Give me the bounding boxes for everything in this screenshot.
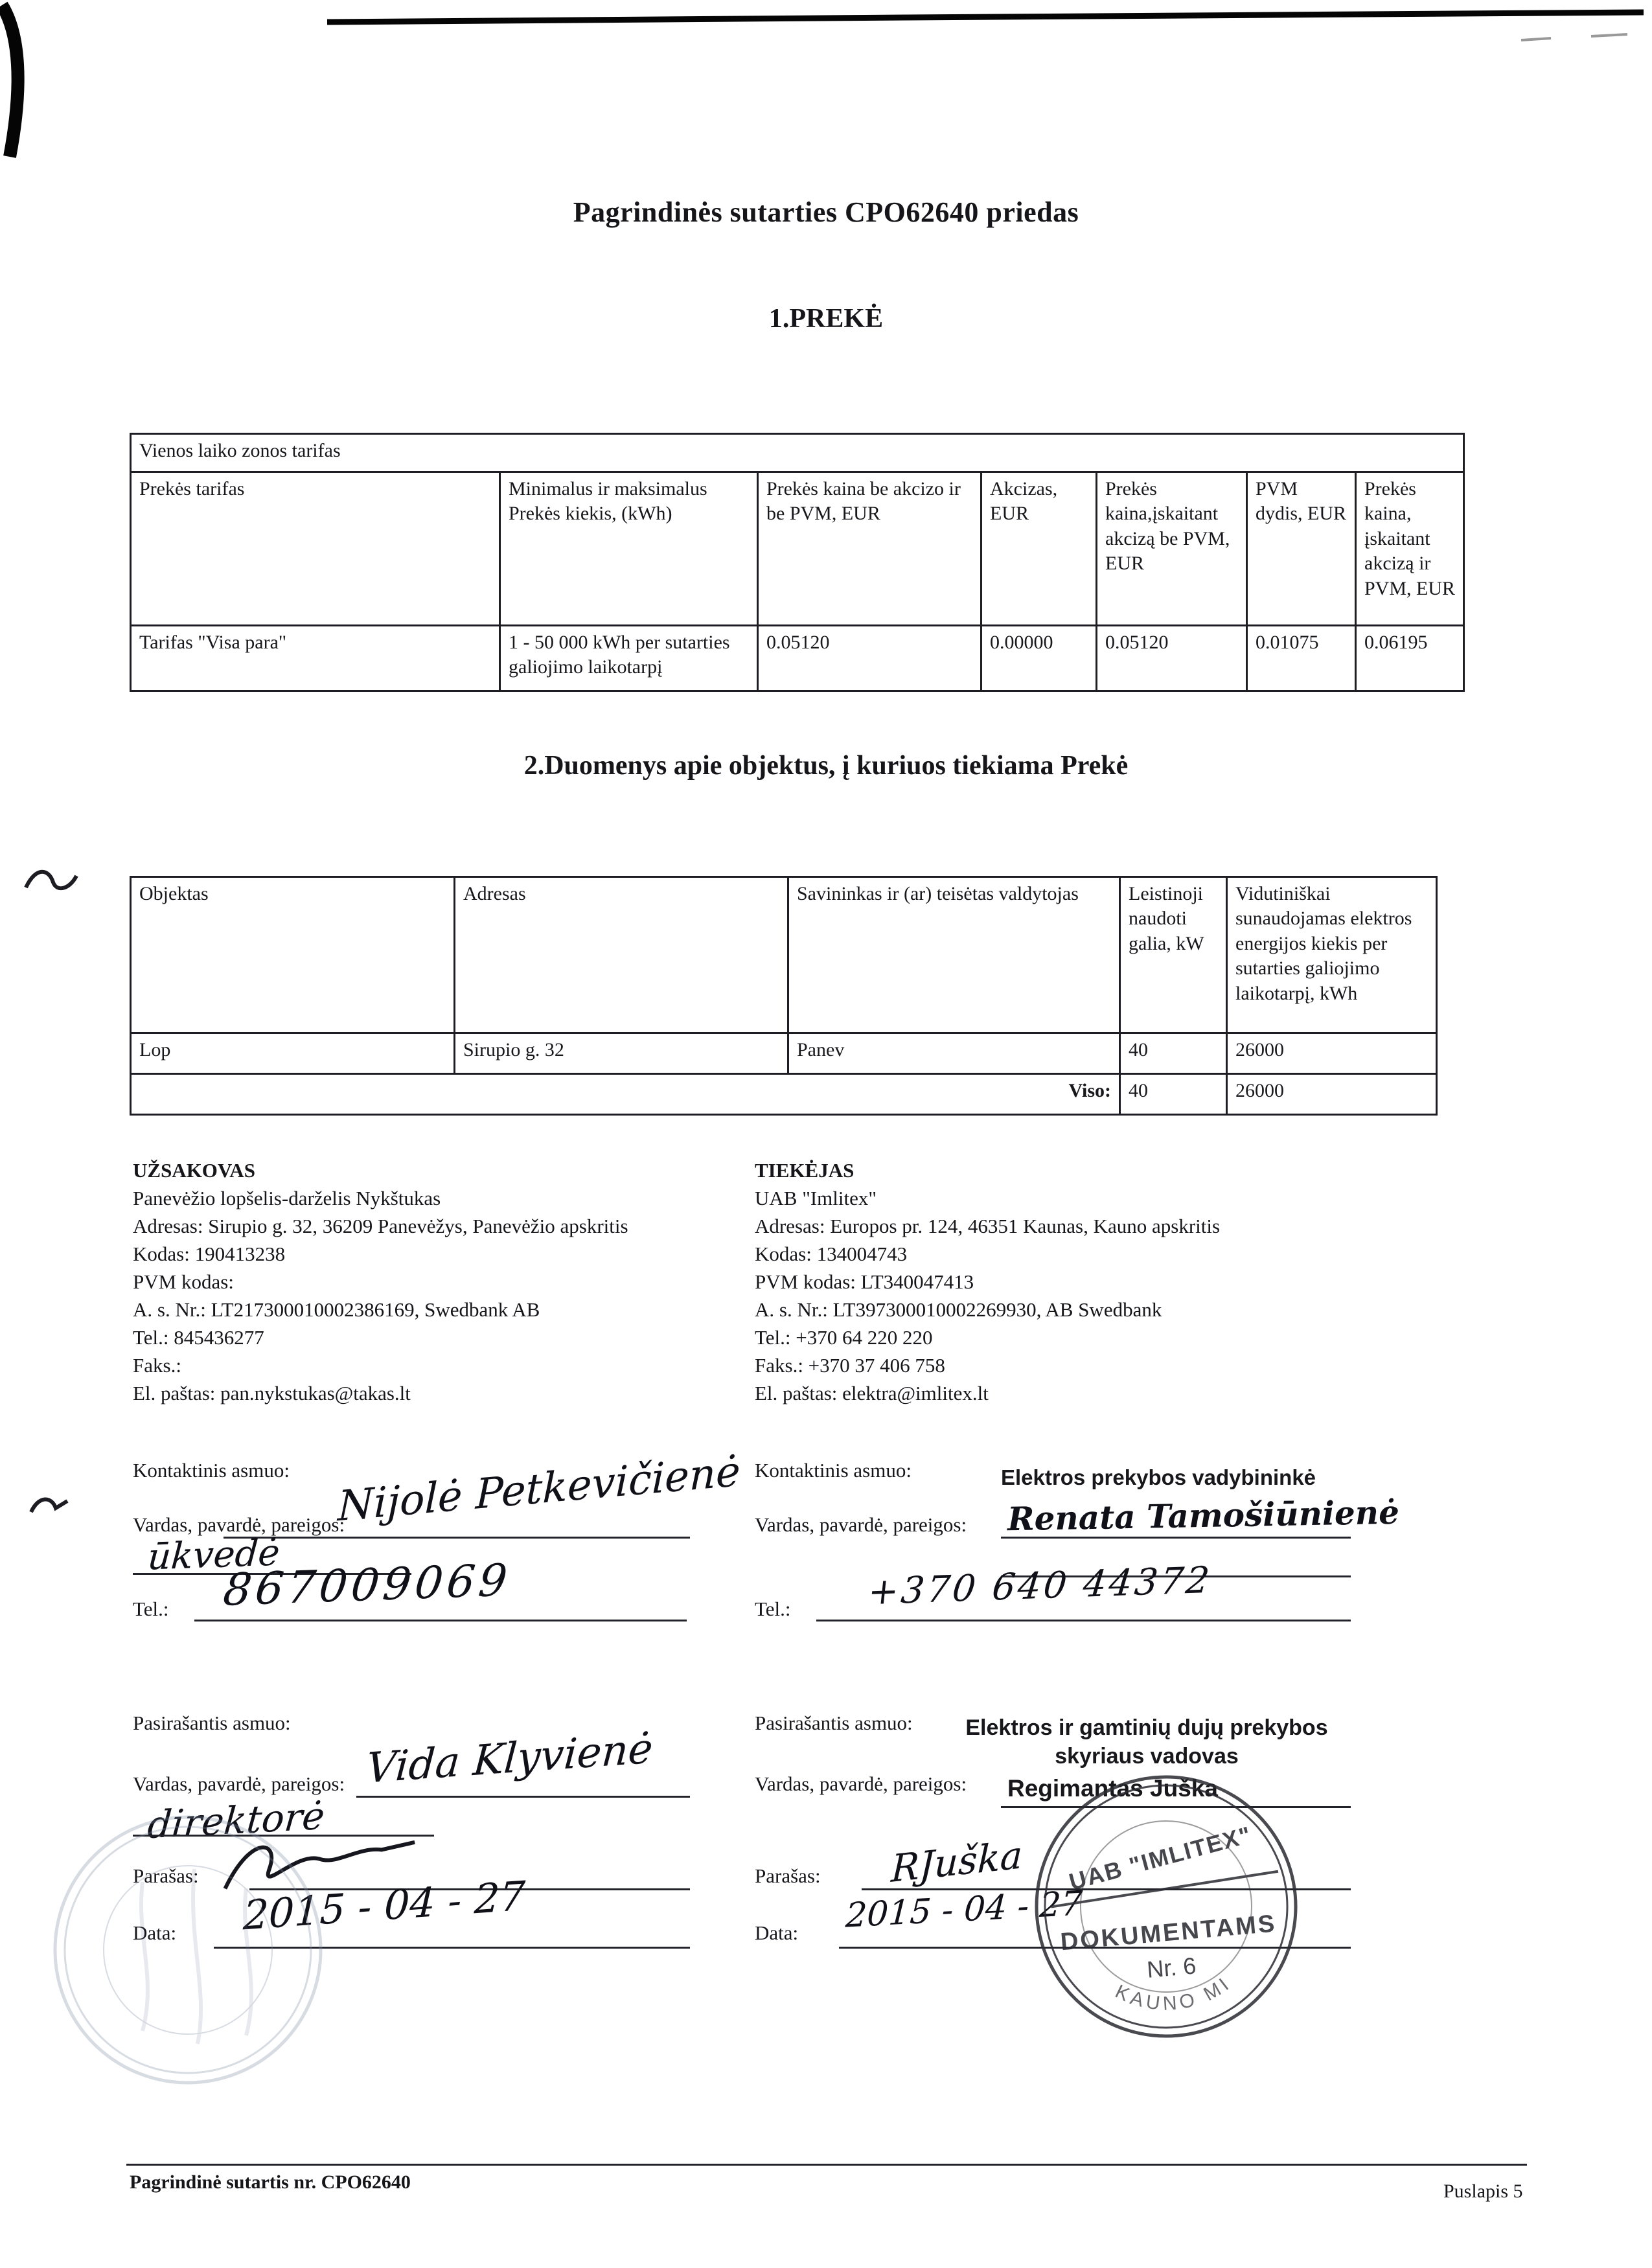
buyer-tel: Tel.: 845436277 bbox=[133, 1326, 264, 1349]
supplier-tel: Tel.: +370 64 220 220 bbox=[755, 1326, 933, 1349]
imlitex-round-stamp bbox=[1015, 1756, 1317, 2057]
tariff-table-caption: Vienos laiko zonos tarifas bbox=[131, 434, 1464, 472]
supplier-vat: PVM kodas: LT340047413 bbox=[755, 1270, 974, 1293]
buyer-signer-role-handwriting: direktorė bbox=[146, 1793, 327, 1848]
footer-page-number: Puslapis 5 bbox=[1443, 2181, 1523, 2202]
faint-round-stamp bbox=[45, 1807, 330, 2092]
stamp-purpose-text: DOKUMENTAMS bbox=[1059, 1910, 1278, 1956]
tariff-cell-4: 0.05120 bbox=[1097, 626, 1247, 691]
objects-total-kiekis: 26000 bbox=[1227, 1074, 1437, 1115]
buyer-heading: UŽSAKOVAS bbox=[133, 1159, 255, 1182]
objects-table-total-row bbox=[131, 1074, 1437, 1115]
tariff-table-data-row bbox=[131, 626, 1464, 691]
supplier-signer-name-label: Vardas, pavardė, pareigos: bbox=[755, 1772, 967, 1795]
buyer-date-handwriting: 2015 - 04 - 27 bbox=[242, 1872, 527, 1940]
tariff-cell-0: Tarifas "Visa para" bbox=[131, 626, 500, 691]
buyer-contact-label: Kontaktinis asmuo: bbox=[133, 1459, 290, 1482]
objects-cell-3: 40 bbox=[1120, 1033, 1227, 1074]
objects-header-4: Vidutiniškai sunaudojamas elektros energijos kiekis per sutarties galiojimo laikotarpį, kWh bbox=[1227, 877, 1437, 1033]
buyer-contact-tel-line bbox=[194, 1620, 687, 1621]
stamp-squiggles bbox=[141, 1869, 251, 2044]
supplier-contact-role: Elektros prekybos vadybininkė bbox=[1001, 1465, 1316, 1489]
margin-mark-1 bbox=[19, 856, 81, 905]
supplier-signer-label: Pasirašantis asmuo: bbox=[755, 1712, 913, 1734]
objects-cell-0: Lop bbox=[131, 1033, 455, 1074]
supplier-heading: TIEKĖJAS bbox=[755, 1159, 855, 1182]
objects-cell-2: Panev bbox=[788, 1033, 1120, 1074]
objects-table-data-row bbox=[131, 1033, 1437, 1074]
supplier-address: Adresas: Europos pr. 124, 46351 Kaunas, Kauno apskritis bbox=[755, 1215, 1221, 1237]
tariff-cell-3: 0.00000 bbox=[981, 626, 1097, 691]
buyer-email: El. paštas: pan.nykstukas@takas.lt bbox=[133, 1382, 411, 1404]
tariff-table-caption-row bbox=[131, 434, 1464, 472]
supplier-signature-label: Parašas: bbox=[755, 1864, 821, 1887]
buyer-account: A. s. Nr.: LT217300010002386169, Swedbank AB bbox=[133, 1298, 540, 1321]
objects-cell-4: 26000 bbox=[1227, 1033, 1437, 1074]
tariff-header-2: Prekės kaina be akcizo ir be PVM, EUR bbox=[758, 472, 981, 626]
objects-table bbox=[130, 876, 1438, 1116]
supplier-contact-tel-label: Tel.: bbox=[755, 1598, 791, 1620]
buyer-signer-label: Pasirašantis asmuo: bbox=[133, 1712, 291, 1734]
objects-header-3: Leistinoji naudoti galia, kW bbox=[1120, 877, 1227, 1033]
buyer-address: Adresas: Sirupio g. 32, 36209 Panevėžys, Panevėžio apskritis bbox=[133, 1215, 628, 1237]
buyer-signer-name-label: Vardas, pavardė, pareigos: bbox=[133, 1772, 345, 1795]
stamp-city-textpath: KAUNO MI bbox=[1112, 1972, 1236, 2015]
objects-cell-1: Sirupio g. 32 bbox=[455, 1033, 788, 1074]
tariff-cell-2: 0.05120 bbox=[758, 626, 981, 691]
objects-header-0: Objektas bbox=[131, 877, 455, 1033]
buyer-signature-label: Parašas: bbox=[133, 1864, 199, 1887]
buyer-contact-role-handwriting: ūkvedė bbox=[146, 1531, 281, 1579]
supplier-date-handwriting: 2015 - 04 - 27 bbox=[844, 1884, 1084, 1936]
tariff-table-header-row bbox=[131, 472, 1464, 626]
supplier-block bbox=[755, 1156, 1416, 1407]
buyer-contact-name-handwriting: Nijolė Petkevičienė bbox=[337, 1447, 741, 1531]
buyer-block bbox=[133, 1156, 755, 1407]
supplier-email: El. paštas: elektra@imlitex.lt bbox=[755, 1382, 989, 1404]
footer-contract-ref: Pagrindinė sutartis nr. CPO62640 bbox=[130, 2171, 411, 2193]
buyer-code: Kodas: 190413238 bbox=[133, 1243, 286, 1265]
buyer-signer-name-line bbox=[356, 1796, 690, 1798]
supplier-signature-handwriting: RJuška bbox=[890, 1833, 1024, 1891]
supplier-contact-name-line bbox=[1001, 1537, 1351, 1539]
buyer-contact-tel-handwriting: 867009069 bbox=[220, 1555, 514, 1616]
supplier-contact-tel-handwriting: +370 640 44372 bbox=[866, 1559, 1214, 1614]
supplier-contact-name-handwriting: Renata Tamošiūnienė bbox=[1007, 1493, 1400, 1539]
objects-header-1: Adresas bbox=[455, 877, 788, 1033]
section-2-title: 2.Duomenys apie objektus, į kuriuos tiekiama Prekė bbox=[523, 751, 1129, 781]
supplier-name: UAB "Imlitex" bbox=[755, 1187, 877, 1209]
buyer-contact-name-line bbox=[224, 1537, 690, 1539]
section-1-title: 1.PREKĖ bbox=[768, 304, 884, 334]
objects-total-label: Viso: bbox=[131, 1074, 1120, 1115]
buyer-contact-tel-label: Tel.: bbox=[133, 1598, 169, 1620]
tariff-header-4: Prekės kaina,įskaitant akcizą be PVM, EUR bbox=[1097, 472, 1247, 626]
document-title: Pagrindinės sutarties CPO62640 priedas bbox=[573, 196, 1079, 228]
objects-total-galia: 40 bbox=[1120, 1074, 1227, 1115]
tariff-table bbox=[130, 433, 1465, 692]
supplier-contact-tel-line bbox=[816, 1620, 1351, 1621]
footer-divider bbox=[126, 2164, 1527, 2166]
supplier-contact-label: Kontaktinis asmuo: bbox=[755, 1459, 912, 1482]
buyer-contact-name-label: Vardas, pavardė, pareigos: bbox=[133, 1513, 345, 1536]
tariff-cell-6: 0.06195 bbox=[1356, 626, 1464, 691]
buyer-signer-name-handwriting: Vida Klyvienė bbox=[364, 1724, 655, 1793]
objects-header-2: Savininkas ir (ar) teisėtas valdytojas bbox=[788, 877, 1120, 1033]
supplier-contact-name-label: Vardas, pavardė, pareigos: bbox=[755, 1513, 967, 1536]
supplier-fax: Faks.: +370 37 406 758 bbox=[755, 1354, 945, 1377]
supplier-code: Kodas: 134004743 bbox=[755, 1243, 908, 1265]
margin-mark-2 bbox=[26, 1485, 75, 1527]
scan-dashes bbox=[1521, 34, 1627, 40]
buyer-name: Panevėžio lopšelis-darželis Nykštukas bbox=[133, 1187, 441, 1209]
tariff-header-0: Prekės tarifas bbox=[131, 472, 500, 626]
supplier-date-label: Data: bbox=[755, 1921, 799, 1944]
buyer-date-label: Data: bbox=[133, 1921, 177, 1944]
supplier-signer-name: Regimantas Juška bbox=[1007, 1775, 1218, 1802]
tariff-cell-5: 0.01075 bbox=[1247, 626, 1356, 691]
scan-corner-mark bbox=[2, 5, 18, 157]
buyer-vat: PVM kodas: bbox=[133, 1270, 234, 1293]
scan-artifacts-top bbox=[0, 0, 1652, 175]
tariff-header-6: Prekės kaina, įskaitant akcizą ir PVM, EUR bbox=[1356, 472, 1464, 626]
stamp-number-text: Nr. 6 bbox=[1145, 1952, 1197, 1983]
tariff-cell-1: 1 - 50 000 kWh per sutarties galiojimo laikotarpį bbox=[500, 626, 758, 691]
buyer-fax: Faks.: bbox=[133, 1354, 181, 1377]
scan-line bbox=[327, 12, 1644, 22]
stamp-company-text: UAB "IMLITEX" bbox=[1066, 1820, 1255, 1896]
tariff-header-3: Akcizas, EUR bbox=[981, 472, 1097, 626]
objects-table-header-row bbox=[131, 877, 1437, 1033]
supplier-signer-role: Elektros ir gamtinių dujų prekybos skyriaus vadovas bbox=[965, 1715, 1328, 1769]
supplier-account: A. s. Nr.: LT397300010002269930, AB Swedbank bbox=[755, 1298, 1162, 1321]
tariff-header-1: Minimalus ir maksimalus Prekės kiekis, (kWh) bbox=[500, 472, 758, 626]
tariff-header-5: PVM dydis, EUR bbox=[1247, 472, 1356, 626]
